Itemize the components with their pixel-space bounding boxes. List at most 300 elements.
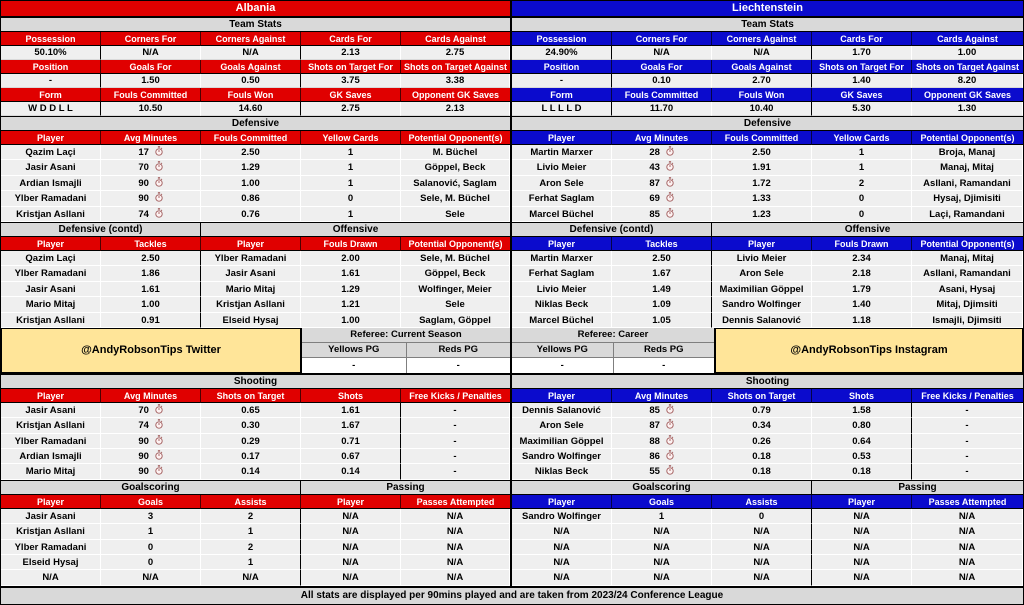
referee-value: -: [512, 358, 614, 373]
table-row: [1, 282, 510, 297]
player-name: Sandro Wolfinger: [512, 449, 612, 464]
stat-value: N/A: [101, 570, 201, 585]
stat-value: 0.34: [712, 418, 812, 433]
stat-value: 0: [101, 555, 201, 570]
stat-value: 1: [812, 160, 912, 175]
stat-value: Göppel, Beck: [401, 266, 510, 281]
player-name: Jasir Asani: [1, 509, 101, 524]
stat-value: 2.13: [401, 102, 510, 116]
referee-value: -: [302, 358, 407, 373]
stat-value: N/A: [301, 555, 401, 570]
column-header: Player: [301, 495, 401, 509]
stopwatch-icon: [155, 435, 163, 445]
referee-value: -: [407, 358, 511, 373]
column-header: Possession: [1, 32, 101, 46]
column-header: Free Kicks / Penalties: [912, 389, 1023, 403]
stat-value: 74: [101, 418, 201, 433]
table-row: [1, 509, 510, 524]
stat-value: Sele: [401, 297, 510, 312]
table-row: [512, 555, 1023, 570]
column-header: Corners Against: [712, 32, 812, 46]
column-header: Yellow Cards: [301, 131, 401, 145]
referee-column-header: Reds PG: [407, 343, 511, 358]
table-row: [1, 524, 510, 539]
stat-value: 10.50: [101, 102, 201, 116]
column-header: Position: [512, 60, 612, 74]
referee-column-header: Reds PG: [614, 343, 715, 358]
column-header: Shots on Target Against: [912, 60, 1023, 74]
stat-value: N/A: [201, 570, 301, 585]
stat-value: N/A: [712, 46, 812, 60]
stat-value: N/A: [301, 570, 401, 585]
table-row: [1, 160, 510, 175]
stat-value: N/A: [401, 540, 510, 555]
stat-value: 0.18: [712, 449, 812, 464]
table-row: [512, 46, 1023, 60]
stat-value: 2: [201, 509, 301, 524]
player-name: Jasir Asani: [1, 160, 101, 175]
column-header: Player: [512, 237, 612, 251]
referee-column-header: Yellows PG: [512, 343, 614, 358]
stat-value: 14.60: [201, 102, 301, 116]
column-header: Avg Minutes: [101, 131, 201, 145]
stat-value: 0.29: [201, 434, 301, 449]
column-header: Cards For: [812, 32, 912, 46]
player-name: Livio Meier: [512, 282, 612, 297]
player-name: Niklas Beck: [512, 297, 612, 312]
column-header: Assists: [712, 495, 812, 509]
stat-value: Sele, M. Büchel: [401, 251, 510, 266]
table-row: [1, 237, 510, 251]
stat-value: 86: [612, 449, 712, 464]
referee-title: Referee: Current Season: [302, 328, 510, 343]
column-header: Form: [1, 88, 101, 102]
player-name: Ardian Ismajli: [1, 176, 101, 191]
referee-headers: [512, 343, 714, 358]
stat-value: 90: [101, 449, 201, 464]
player-name: Mario Mitaj: [1, 297, 101, 312]
column-header: Shots on Target For: [301, 60, 401, 74]
player-name: Ylber Ramadani: [1, 540, 101, 555]
column-header: Potential Opponent(s): [912, 237, 1023, 251]
stat-value: 0.14: [301, 464, 401, 479]
column-header: Player: [1, 389, 101, 403]
stat-value: 85: [612, 403, 712, 418]
stat-value: 85: [612, 207, 712, 222]
stat-value: 1.40: [812, 297, 912, 312]
stat-value: 1: [201, 555, 301, 570]
player-name: Kristjan Asllani: [1, 207, 101, 222]
stat-value: 1: [301, 160, 401, 175]
team-panels: [1, 1, 1023, 586]
stat-value: 1.29: [201, 160, 301, 175]
stopwatch-icon: [666, 450, 674, 460]
section-title-team-stats: Team Stats: [512, 17, 1023, 32]
column-header: Fouls Committed: [201, 131, 301, 145]
stat-value: 0: [812, 207, 912, 222]
stat-value: 2.50: [201, 145, 301, 160]
stat-value: 0.65: [201, 403, 301, 418]
stat-value: 2.50: [712, 145, 812, 160]
column-header: Cards Against: [401, 32, 510, 46]
table-row: [1, 297, 510, 312]
stat-value: 1.00: [301, 313, 401, 328]
table-row: [512, 32, 1023, 46]
stat-value: Mario Mitaj: [201, 282, 301, 297]
player-name: Ferhat Saglam: [512, 266, 612, 281]
stat-value: N/A: [401, 524, 510, 539]
column-header: Player: [712, 237, 812, 251]
stat-value: 1: [101, 524, 201, 539]
table-row: [512, 251, 1023, 266]
column-header: Position: [1, 60, 101, 74]
table-row: [512, 570, 1023, 585]
stat-value: -: [912, 464, 1023, 479]
stopwatch-icon: [666, 435, 674, 445]
stat-value: N/A: [712, 570, 812, 585]
stat-value: N/A: [812, 524, 912, 539]
stat-value: M. Büchel: [401, 145, 510, 160]
column-header: Shots on Target Against: [401, 60, 510, 74]
stat-value: 0.14: [201, 464, 301, 479]
stat-value: 1.91: [712, 160, 812, 175]
table-row: [1, 191, 510, 206]
stat-value: N/A: [912, 509, 1023, 524]
stat-value: 24.90%: [512, 46, 612, 60]
stopwatch-icon: [155, 450, 163, 460]
stat-value: 5.30: [812, 102, 912, 116]
stat-value: 2: [201, 540, 301, 555]
column-header: Player: [512, 131, 612, 145]
column-header: Player: [812, 495, 912, 509]
column-header: Opponent GK Saves: [912, 88, 1023, 102]
stat-value: 1.05: [612, 313, 712, 328]
stat-value: 2: [812, 176, 912, 191]
stat-value: N/A: [912, 570, 1023, 585]
team-name: Albania: [1, 1, 510, 17]
stat-value: N/A: [612, 570, 712, 585]
referee-column-header: Yellows PG: [302, 343, 407, 358]
stat-value: N/A: [101, 46, 201, 60]
stat-value: Hysaj, Djimisiti: [912, 191, 1023, 206]
stat-value: 1.23: [712, 207, 812, 222]
table-row: [1, 418, 510, 433]
player-name: Niklas Beck: [512, 464, 612, 479]
stat-value: 88: [612, 434, 712, 449]
column-header: Goals Against: [201, 60, 301, 74]
table-row: [512, 495, 1023, 509]
column-header: Corners For: [612, 32, 712, 46]
table-row: [512, 191, 1023, 206]
stat-value: Laçi, Ramandani: [912, 207, 1023, 222]
section-title-defensive-contd: Defensive (contd): [512, 222, 712, 237]
player-name: Kristjan Asllani: [1, 524, 101, 539]
stopwatch-icon: [155, 177, 163, 187]
stat-value: 0.76: [201, 207, 301, 222]
stat-value: -: [401, 434, 510, 449]
stat-value: Livio Meier: [712, 251, 812, 266]
stat-value: N/A: [712, 540, 812, 555]
stat-value: 1.61: [301, 266, 401, 281]
stat-value: 0: [301, 191, 401, 206]
column-header: Tackles: [612, 237, 712, 251]
stopwatch-icon: [155, 419, 163, 429]
stat-value: 74: [101, 207, 201, 222]
stat-value: 0.17: [201, 449, 301, 464]
table-row: [512, 449, 1023, 464]
section-title-shooting: Shooting: [1, 374, 510, 389]
column-header: Yellow Cards: [812, 131, 912, 145]
player-name: N/A: [512, 570, 612, 585]
stat-value: -: [1, 74, 101, 88]
albania-panel: [1, 1, 512, 586]
stat-value: Kristjan Asllani: [201, 297, 301, 312]
stat-value: 2.50: [101, 251, 201, 266]
stat-value: 0.71: [301, 434, 401, 449]
stat-value: N/A: [812, 570, 912, 585]
stat-value: N/A: [812, 555, 912, 570]
player-name: Marcel Büchel: [512, 207, 612, 222]
column-header: Player: [1, 495, 101, 509]
player-name: N/A: [512, 524, 612, 539]
stat-value: 1.50: [101, 74, 201, 88]
stat-value: Mitaj, Djimsiti: [912, 297, 1023, 312]
stat-value: 0.80: [812, 418, 912, 433]
table-row: [512, 266, 1023, 281]
column-header: Fouls Won: [201, 88, 301, 102]
stat-value: W D D L L: [1, 102, 101, 116]
column-header: Fouls Committed: [712, 131, 812, 145]
stat-value: 10.40: [712, 102, 812, 116]
stat-value: 1.18: [812, 313, 912, 328]
stat-value: 0.53: [812, 449, 912, 464]
section-title-passing: Passing: [301, 480, 510, 495]
stat-value: 1.67: [301, 418, 401, 433]
stat-value: N/A: [812, 540, 912, 555]
stat-value: -: [401, 403, 510, 418]
player-name: Martin Marxer: [512, 145, 612, 160]
column-header: Corners Against: [201, 32, 301, 46]
column-header: Shots on Target: [201, 389, 301, 403]
stat-value: 2.70: [712, 74, 812, 88]
stat-value: L L L L D: [512, 102, 612, 116]
table-row: [1, 145, 510, 160]
table-row: [1, 60, 510, 74]
section-title-shooting: Shooting: [512, 374, 1023, 389]
stat-value: 3: [101, 509, 201, 524]
column-header: Player: [1, 237, 101, 251]
stat-value: 1.58: [812, 403, 912, 418]
stat-value: 17: [101, 145, 201, 160]
stat-value: 0.26: [712, 434, 812, 449]
column-header: Fouls Won: [712, 88, 812, 102]
table-row: [512, 403, 1023, 418]
stat-value: -: [512, 74, 612, 88]
stat-value: 69: [612, 191, 712, 206]
table-row: [1, 32, 510, 46]
stat-value: -: [912, 449, 1023, 464]
stat-value: 2.34: [812, 251, 912, 266]
stat-value: Asllani, Ramandani: [912, 176, 1023, 191]
stat-value: 1: [301, 176, 401, 191]
stat-value: 70: [101, 403, 201, 418]
stat-value: 55: [612, 464, 712, 479]
player-name: Ylber Ramadani: [1, 434, 101, 449]
player-name: Ardian Ismajli: [1, 449, 101, 464]
stat-value: 3.38: [401, 74, 510, 88]
section-titlebar: [512, 480, 1023, 495]
table-row: [1, 102, 510, 116]
player-name: Elseid Hysaj: [1, 555, 101, 570]
column-header: Shots on Target: [712, 389, 812, 403]
column-header: Avg Minutes: [612, 131, 712, 145]
table-row: [512, 60, 1023, 74]
middle-band: [512, 328, 1023, 374]
stat-value: 2.50: [612, 251, 712, 266]
player-name: Kristjan Asllani: [1, 418, 101, 433]
column-header: Cards For: [301, 32, 401, 46]
column-header: Goals: [612, 495, 712, 509]
column-header: Goals For: [101, 60, 201, 74]
stat-value: 2.18: [812, 266, 912, 281]
section-title-team-stats: Team Stats: [1, 17, 510, 32]
player-name: Maximilian Göppel: [512, 434, 612, 449]
stat-value: 2.75: [301, 102, 401, 116]
stat-value: 1.29: [301, 282, 401, 297]
table-row: [1, 495, 510, 509]
stat-value: 87: [612, 418, 712, 433]
stat-value: 1.79: [812, 282, 912, 297]
table-row: [512, 207, 1023, 222]
section-title-defensive: Defensive: [1, 116, 510, 131]
player-name: Livio Meier: [512, 160, 612, 175]
column-header: Corners For: [101, 32, 201, 46]
social-promo: @AndyRobsonTips Twitter: [1, 328, 301, 373]
stopwatch-icon: [666, 419, 674, 429]
stat-value: N/A: [812, 509, 912, 524]
stat-value: Broja, Manaj: [912, 145, 1023, 160]
referee-box: [512, 328, 715, 373]
table-row: [1, 389, 510, 403]
referee-title: Referee: Career: [512, 328, 714, 343]
table-row: [512, 313, 1023, 328]
stat-value: 50.10%: [1, 46, 101, 60]
stat-value: 1.67: [612, 266, 712, 281]
stat-value: Wolfinger, Meier: [401, 282, 510, 297]
stat-value: Manaj, Mitaj: [912, 160, 1023, 175]
column-header: Goals For: [612, 60, 712, 74]
table-row: [512, 145, 1023, 160]
player-name: Martin Marxer: [512, 251, 612, 266]
section-title-offensive: Offensive: [201, 222, 510, 237]
stopwatch-icon: [666, 161, 674, 171]
table-row: [512, 131, 1023, 145]
player-name: Dennis Salanović: [512, 403, 612, 418]
table-row: [512, 524, 1023, 539]
player-name: N/A: [512, 555, 612, 570]
column-header: Passes Attempted: [912, 495, 1023, 509]
player-name: Kristjan Asllani: [1, 313, 101, 328]
column-header: Goals: [101, 495, 201, 509]
stat-value: 0.86: [201, 191, 301, 206]
stat-value: 2.75: [401, 46, 510, 60]
table-row: [512, 389, 1023, 403]
column-header: Goals Against: [712, 60, 812, 74]
stopwatch-icon: [155, 404, 163, 414]
column-header: Player: [512, 389, 612, 403]
table-row: [1, 207, 510, 222]
stopwatch-icon: [155, 192, 163, 202]
column-header: Shots: [812, 389, 912, 403]
stat-value: 1: [201, 524, 301, 539]
stat-value: N/A: [401, 509, 510, 524]
stat-value: N/A: [612, 524, 712, 539]
stat-value: 1: [812, 145, 912, 160]
referee-value: -: [614, 358, 715, 373]
table-row: [512, 160, 1023, 175]
table-row: [1, 570, 510, 585]
stat-value: Elseid Hysaj: [201, 313, 301, 328]
table-row: [512, 102, 1023, 116]
stat-value: 0.91: [101, 313, 201, 328]
column-header: Form: [512, 88, 612, 102]
liechtenstein-panel: [512, 1, 1023, 586]
table-row: [512, 540, 1023, 555]
team-name: Liechtenstein: [512, 1, 1023, 17]
table-row: [512, 434, 1023, 449]
table-row: [512, 297, 1023, 312]
stat-value: 0.79: [712, 403, 812, 418]
column-header: Player: [512, 495, 612, 509]
section-titlebar: [1, 222, 510, 237]
stopwatch-icon: [155, 208, 163, 218]
stat-value: N/A: [401, 555, 510, 570]
stat-value: N/A: [612, 46, 712, 60]
table-row: [1, 74, 510, 88]
stat-value: Salanović, Saglam: [401, 176, 510, 191]
referee-values: [302, 358, 510, 373]
player-name: Aron Sele: [512, 418, 612, 433]
stat-value: 1.72: [712, 176, 812, 191]
referee-values: [512, 358, 714, 373]
stat-value: Jasir Asani: [201, 266, 301, 281]
stat-value: 1.00: [912, 46, 1023, 60]
stopwatch-icon: [155, 161, 163, 171]
stopwatch-icon: [155, 465, 163, 475]
table-row: [512, 509, 1023, 524]
player-name: Sandro Wolfinger: [512, 509, 612, 524]
stat-value: N/A: [912, 555, 1023, 570]
table-row: [1, 434, 510, 449]
table-row: [1, 403, 510, 418]
stat-value: -: [912, 418, 1023, 433]
player-name: Qazim Laçi: [1, 145, 101, 160]
table-row: [1, 313, 510, 328]
stat-value: N/A: [912, 540, 1023, 555]
stat-value: -: [912, 434, 1023, 449]
section-title-passing: Passing: [812, 480, 1023, 495]
stat-value: Sele, M. Büchel: [401, 191, 510, 206]
column-header: Opponent GK Saves: [401, 88, 510, 102]
stat-value: 1.00: [201, 176, 301, 191]
table-row: [1, 88, 510, 102]
table-row: [512, 418, 1023, 433]
stat-value: 3.75: [301, 74, 401, 88]
table-row: [512, 74, 1023, 88]
stat-value: 1: [301, 207, 401, 222]
column-header: Shots on Target For: [812, 60, 912, 74]
stat-value: Aron Sele: [712, 266, 812, 281]
